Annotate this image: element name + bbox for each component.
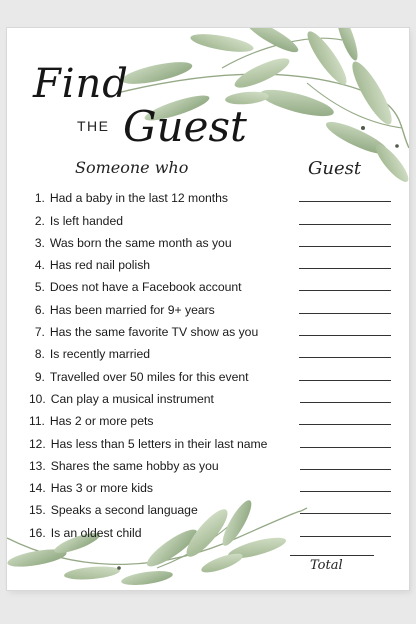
item-text: Shares the same hobby as you xyxy=(50,458,219,473)
list-item xyxy=(29,250,391,272)
item-text: Does not have a Facebook account xyxy=(49,280,242,295)
list-item xyxy=(29,317,391,339)
column-header-guest: Guest xyxy=(308,158,362,179)
item-number: 10. xyxy=(29,391,46,406)
total-answer-line[interactable] xyxy=(290,555,374,556)
title-find: Find xyxy=(33,61,129,107)
list-item xyxy=(29,228,391,250)
item-number: 15. xyxy=(29,503,46,518)
guest-answer-line[interactable] xyxy=(299,224,391,225)
item-text: Can play a musical instrument xyxy=(50,391,214,406)
guest-answer-line[interactable] xyxy=(300,447,391,448)
list-item xyxy=(29,272,391,294)
item-text: Has red nail polish xyxy=(49,258,151,273)
list-item xyxy=(29,339,391,361)
guest-answer-line[interactable] xyxy=(299,246,391,247)
item-number: 9. xyxy=(34,369,45,384)
item-number: 5. xyxy=(34,280,45,295)
item-text: Has less than 5 letters in their last name xyxy=(50,436,268,451)
list-item xyxy=(29,428,391,450)
list-item xyxy=(29,384,391,406)
guest-answer-line[interactable] xyxy=(300,402,391,403)
guest-answer-line[interactable] xyxy=(299,313,391,314)
guest-answer-line[interactable] xyxy=(299,268,391,269)
item-number: 11. xyxy=(29,414,45,429)
guest-answer-line[interactable] xyxy=(300,513,391,514)
prompt-list xyxy=(29,183,391,540)
item-text: Has the same favorite TV show as you xyxy=(49,325,259,340)
item-text: Had a baby in the last 12 months xyxy=(49,191,229,206)
item-text: Has 3 or more kids xyxy=(50,481,153,496)
item-number: 7. xyxy=(34,325,45,340)
list-item xyxy=(29,517,391,539)
guest-answer-line[interactable] xyxy=(299,335,391,336)
list-item xyxy=(29,183,391,205)
list-item xyxy=(29,451,391,473)
item-number: 8. xyxy=(34,347,45,362)
total-label: Total xyxy=(310,558,343,573)
title-the: THE xyxy=(77,118,110,134)
item-text: Is recently married xyxy=(49,347,151,362)
item-text: Has 2 or more pets xyxy=(49,414,154,429)
item-text: Is left handed xyxy=(49,213,124,228)
game-card xyxy=(7,28,409,590)
item-number: 1. xyxy=(34,191,45,206)
guest-answer-line[interactable] xyxy=(300,536,391,537)
list-item xyxy=(29,205,391,227)
list-item xyxy=(29,406,391,428)
item-number: 4. xyxy=(34,258,45,273)
guest-answer-line[interactable] xyxy=(299,357,391,358)
item-text: Is an oldest child xyxy=(50,525,142,540)
list-item xyxy=(29,473,391,495)
item-text: Was born the same month as you xyxy=(49,235,232,250)
title-guest: Guest xyxy=(123,102,247,151)
list-item xyxy=(29,361,391,383)
guest-answer-line[interactable] xyxy=(300,469,391,470)
item-text: Travelled over 50 miles for this event xyxy=(49,369,249,384)
guest-answer-line[interactable] xyxy=(299,424,391,425)
item-number: 13. xyxy=(29,458,46,473)
item-number: 6. xyxy=(34,302,45,317)
list-item xyxy=(29,294,391,316)
item-text: Speaks a second language xyxy=(50,503,198,518)
item-number: 14. xyxy=(29,481,46,496)
guest-answer-line[interactable] xyxy=(299,380,391,381)
item-number: 12. xyxy=(29,436,46,451)
column-header-someone-who: Someone who xyxy=(75,158,189,177)
item-text: Has been married for 9+ years xyxy=(49,302,215,317)
item-number: 2. xyxy=(34,213,45,228)
item-number: 16. xyxy=(29,525,46,540)
guest-answer-line[interactable] xyxy=(300,491,391,492)
guest-answer-line[interactable] xyxy=(299,290,391,291)
list-item xyxy=(29,495,391,517)
guest-answer-line[interactable] xyxy=(299,201,391,202)
item-number: 3. xyxy=(34,235,45,250)
